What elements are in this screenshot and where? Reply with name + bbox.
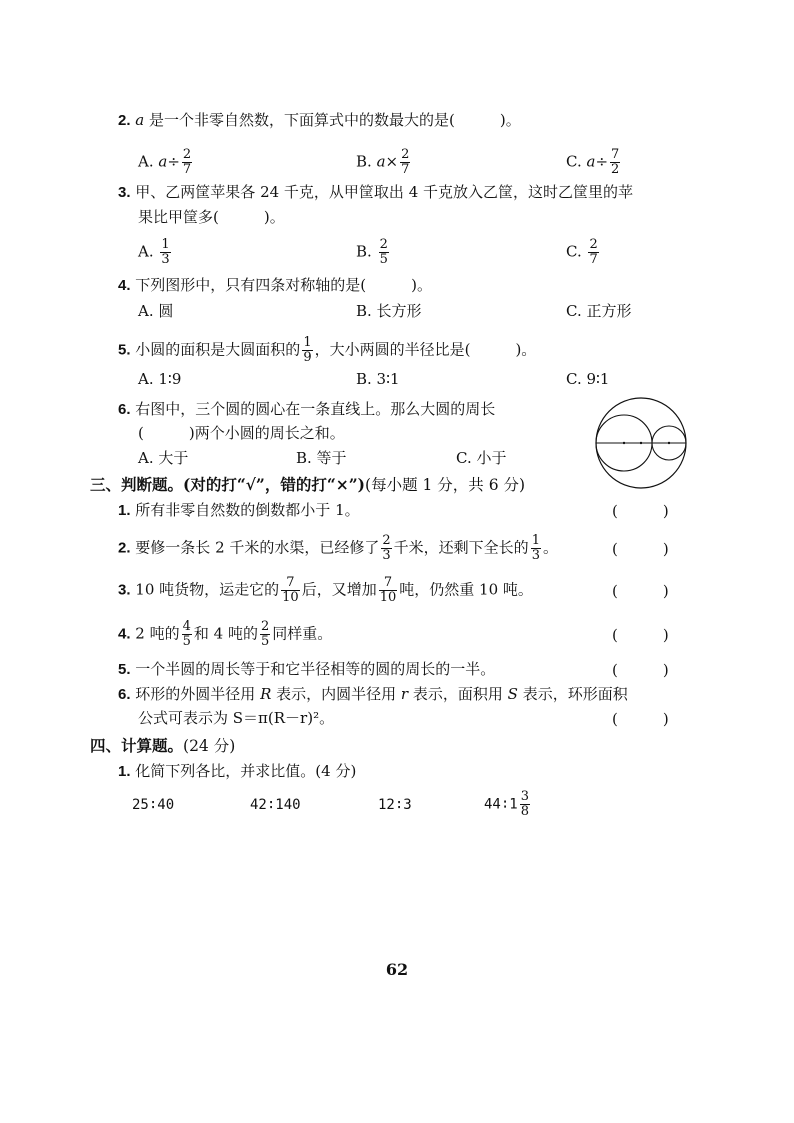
numerator: 1 — [531, 533, 540, 548]
question-number: 3. — [118, 581, 131, 599]
denominator: 8 — [520, 804, 529, 819]
question-text: 。 — [542, 538, 558, 557]
answer-blank[interactable]: ( ) — [612, 540, 669, 558]
question-text: 2 吨的 — [135, 624, 180, 643]
option-label: A. — [138, 242, 159, 261]
fraction — [379, 576, 398, 605]
question-number: 3. — [118, 184, 131, 201]
ratio-expression-4 — [484, 790, 532, 819]
option-a — [138, 148, 194, 177]
center-dot — [640, 442, 642, 444]
question-number: 1. — [118, 502, 131, 519]
denominator: 7 — [401, 162, 410, 177]
question-text: 甲、乙两筐苹果各 24 千克，从甲筐取出 4 千克放入乙筐，这时乙筐里的苹 — [135, 183, 634, 201]
question-text: 10 吨货物，运走它的 — [135, 580, 280, 599]
variable-r: r — [400, 685, 409, 703]
question-4 — [118, 275, 432, 296]
question-2 — [118, 110, 521, 131]
fraction — [400, 148, 410, 177]
section-4-heading — [90, 736, 235, 756]
option-label: B. — [356, 242, 377, 261]
denominator: 7 — [182, 162, 192, 177]
numerator: 1 — [303, 335, 312, 350]
denominator: 3 — [382, 548, 391, 563]
ratio-expression-1: 25∶40 — [132, 797, 175, 813]
operator: ÷ — [595, 152, 609, 171]
question-3 — [118, 182, 633, 203]
fraction — [160, 238, 170, 267]
section-note: (24 分) — [183, 737, 236, 755]
question-text: 所有非零自然数的倒数都小于 1。 — [135, 501, 360, 519]
numerator: 2 — [260, 619, 270, 634]
denominator: 5 — [379, 252, 388, 267]
center-dot — [668, 442, 670, 444]
question-6 — [118, 399, 495, 420]
numerator: 2 — [589, 237, 598, 252]
variable-a: a — [376, 152, 386, 171]
numerator: 2 — [379, 237, 388, 252]
ratio-text: 44∶1 — [484, 796, 518, 813]
operator: ÷ — [167, 152, 180, 171]
question-text: 后，又增加 — [301, 580, 377, 599]
option-label: A. — [138, 152, 159, 171]
numerator: 2 — [182, 147, 192, 162]
denominator: 2 — [611, 162, 620, 177]
calc-question-1 — [118, 761, 356, 782]
judge-5 — [118, 659, 495, 680]
judge-3 — [118, 576, 533, 605]
question-number: 5. — [118, 341, 131, 359]
fraction — [379, 238, 389, 267]
variable-S: S — [507, 685, 518, 703]
section-title: 四、计算题。 — [90, 736, 184, 755]
variable-R: R — [260, 685, 272, 703]
section-note: (每小题 1 分，共 6 分) — [365, 476, 526, 494]
ratio-expression-3: 12∶3 — [378, 797, 412, 813]
question-number: 5. — [118, 661, 131, 678]
option-label: C. — [566, 152, 587, 171]
question-text: 环形的外圆半径用 — [135, 685, 261, 703]
fraction — [302, 336, 312, 365]
question-text: 小圆的面积是大圆面积的 — [135, 340, 301, 359]
numerator: 1 — [161, 237, 170, 252]
fraction — [531, 534, 541, 563]
question-number: 4. — [118, 277, 131, 294]
ratio-expression-2: 42∶140 — [250, 797, 301, 813]
fraction — [281, 576, 300, 605]
question-number: 6. — [118, 401, 131, 418]
option-b — [356, 148, 412, 177]
question-text: 千米，还剩下全长的 — [393, 538, 529, 557]
answer-blank[interactable]: ( ) — [612, 710, 669, 728]
variable-a: a — [135, 111, 145, 129]
section-3-heading — [90, 475, 525, 495]
question-3-line2: 果比甲筐多( )。 — [138, 208, 285, 226]
option-c: C. 9∶1 — [566, 370, 610, 388]
question-text: 表示，内圆半径用 — [271, 685, 401, 703]
question-number: 2. — [118, 112, 131, 129]
option-a — [138, 238, 173, 267]
option-c: C. 小于 — [456, 449, 507, 467]
denominator: 10 — [282, 590, 299, 605]
denominator: 5 — [260, 634, 270, 649]
fraction — [260, 620, 270, 649]
denominator: 7 — [589, 252, 598, 267]
option-b — [356, 238, 391, 267]
option-b: B. 等于 — [296, 449, 347, 467]
question-5 — [118, 336, 536, 365]
option-a: A. 圆 — [138, 302, 174, 320]
denominator: 9 — [303, 350, 312, 365]
numerator: 2 — [382, 533, 391, 548]
fraction — [182, 148, 192, 177]
question-number: 1. — [118, 763, 131, 780]
denominator: 3 — [531, 548, 540, 563]
answer-blank[interactable]: ( ) — [612, 626, 669, 644]
numerator: 7 — [611, 147, 620, 162]
variable-a: a — [158, 152, 168, 171]
variable-a: a — [586, 152, 596, 171]
three-circles-figure — [592, 393, 692, 493]
fraction — [381, 534, 391, 563]
fraction — [588, 238, 598, 267]
section-title: 三、判断题。(对的打“√”，错的打“×”) — [90, 475, 366, 494]
option-a: A. 1∶9 — [138, 370, 182, 388]
numerator: 7 — [379, 576, 398, 591]
judge-1 — [118, 500, 360, 521]
judge-2 — [118, 534, 558, 563]
option-a: A. 大于 — [138, 449, 189, 467]
answer-blank[interactable]: ( ) — [612, 582, 669, 600]
question-number: 6. — [118, 686, 131, 703]
answer-blank[interactable]: ( ) — [612, 502, 669, 520]
fraction — [610, 148, 620, 177]
question-text: 同样重。 — [272, 624, 333, 643]
denominator: 10 — [379, 590, 397, 605]
option-label: B. — [356, 152, 377, 171]
numerator: 4 — [182, 619, 191, 634]
fraction — [182, 620, 192, 649]
numerator: 2 — [401, 147, 410, 162]
option-label: C. — [566, 242, 587, 261]
judge-6 — [118, 684, 628, 705]
numerator: 7 — [281, 576, 300, 591]
denominator: 3 — [161, 252, 170, 267]
question-text: 表示，面积用 — [408, 685, 508, 703]
option-b: B. 长方形 — [356, 302, 422, 320]
answer-blank[interactable]: ( ) — [612, 661, 669, 679]
judge-4 — [118, 620, 332, 649]
center-dot — [623, 442, 625, 444]
question-number: 2. — [118, 539, 131, 557]
option-b: B. 3∶1 — [356, 370, 400, 388]
question-text: 吨，仍然重 10 吨。 — [399, 580, 533, 599]
option-c — [566, 148, 622, 177]
question-text: 要修一条长 2 千米的水渠，已经修了 — [135, 538, 380, 557]
option-c: C. 正方形 — [566, 302, 632, 320]
fraction — [520, 790, 530, 819]
question-text: 和 4 吨的 — [193, 624, 258, 643]
numerator: 3 — [520, 789, 529, 804]
question-text: 下列图形中，只有四条对称轴的是( )。 — [135, 276, 433, 294]
question-text: 化简下列各比，并求比值。(4 分) — [135, 762, 357, 780]
question-6-line2: ( )两个小圆的周长之和。 — [138, 424, 345, 442]
judge-6-line2: 公式可表示为 S＝π(R－r)²。 — [138, 709, 335, 727]
question-text: 一个半圆的周长等于和它半径相等的圆的周长的一半。 — [135, 660, 496, 678]
question-text: 右图中，三个圆的圆心在一条直线上。那么大圆的周长 — [135, 400, 496, 418]
denominator: 5 — [182, 634, 191, 649]
question-text: 是一个非零自然数，下面算式中的数最大的是( )。 — [149, 111, 521, 129]
question-text: 表示，环形面积 — [517, 685, 628, 703]
question-text: ，大小两圆的半径比是( )。 — [314, 340, 537, 359]
operator: × — [385, 152, 399, 171]
page-number: 62 — [385, 960, 409, 979]
option-c — [566, 238, 601, 267]
question-number: 4. — [118, 625, 131, 643]
